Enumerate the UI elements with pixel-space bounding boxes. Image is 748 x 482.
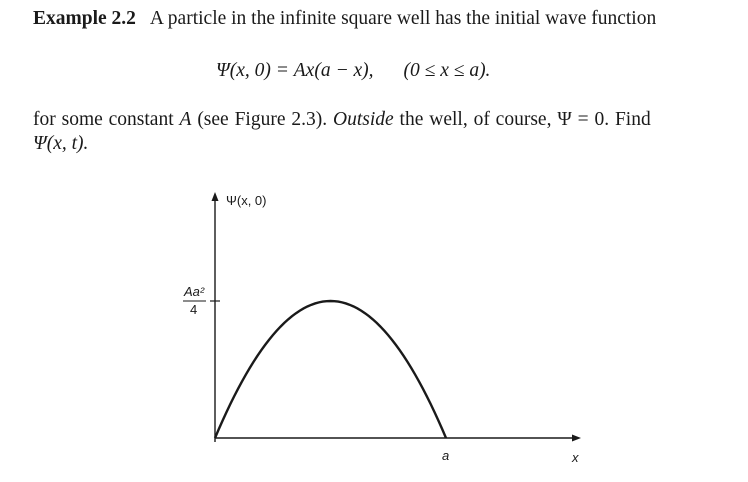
peak-label-denominator: 4: [190, 302, 198, 317]
constant-a: A: [179, 109, 192, 130]
example-intro-line: [33, 8, 656, 30]
peak-label-numerator: Aa²: [184, 284, 205, 299]
body-line-2: [33, 109, 651, 131]
equation-main: Ψ(x, 0) = Ax(a − x),: [216, 60, 374, 81]
wave-function-plot: [150, 180, 590, 470]
text-segment: the well, of course, Ψ = 0. Find: [399, 109, 651, 130]
example-label: Example 2.2: [33, 8, 136, 29]
wave-function-curve: [215, 301, 446, 438]
wave-function-figure: [150, 180, 590, 475]
a-tick-label: a: [442, 448, 450, 463]
y-axis-label: Ψ(x, 0): [226, 193, 267, 208]
x-axis-label: x: [572, 450, 579, 465]
equation-range: (0 ≤ x ≤ a).: [403, 60, 491, 81]
intro-text: A particle in the infinite square well has the initial wave function: [149, 8, 657, 29]
text-segment: for some constant: [33, 109, 174, 130]
equation: [216, 60, 490, 82]
figure-reference: (see Figure 2.3).: [197, 109, 328, 130]
body-line-3: Ψ(x, t).: [33, 133, 89, 154]
emphasis-outside: Outside: [333, 109, 394, 130]
